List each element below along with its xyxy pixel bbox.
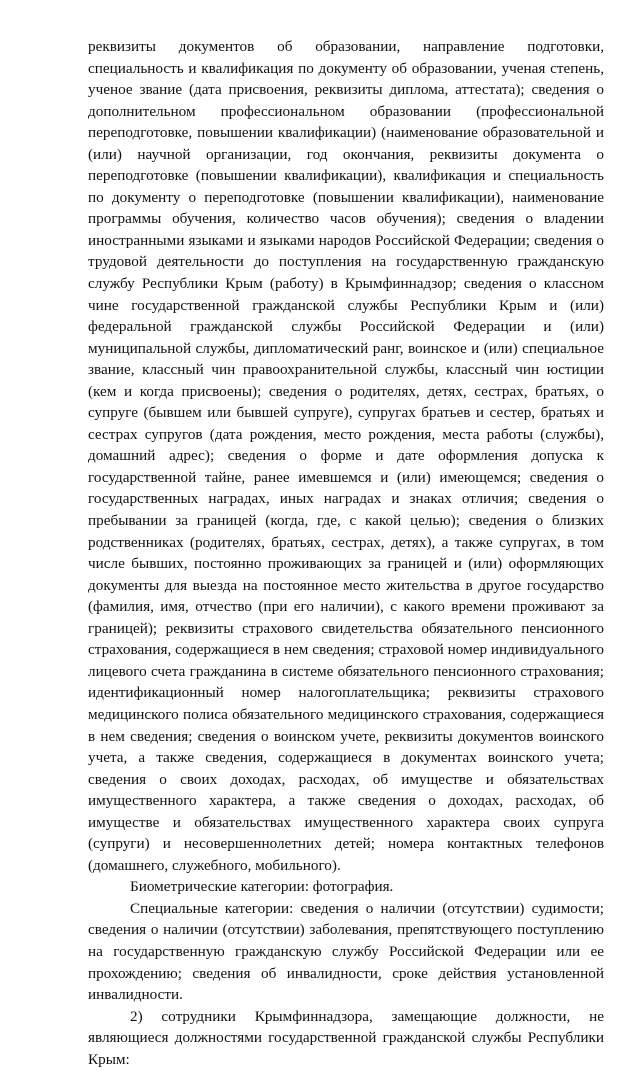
document-page	[88, 36, 604, 1070]
paragraph-item-2-employees: 2) сотрудники Крымфиннадзора, замещающие должности, не являющиеся должностями государственной гражданской службы Республики Крым:	[88, 1007, 604, 1068]
paragraph-personal-data-list: реквизиты документов об образовании, направление подготовки, специальность и квалификация по документу об образовании, ученая степень, ученое звание (дата присвоения, реквизиты диплома, аттестата); сведения о дополнительном профессиональном образовании (профессиональной переподготовке, повышении квалификации) (наименование образовательной и (или) научной организации, год окончания, реквизиты документа о переподготовке (повышении квалификации), квалификация и специальность по документу о переподготовке (повышении квалификации), наименование программы обучения, количество часов обучения); сведения о владении иностранными языками и языками народов Российской Федерации; сведения о трудовой деятельности до поступления на государственную гражданскую службу Республики Крым (работу) в Крымфиннадзор; сведения о классном чине государственной гражданской службы Республики Крым и (или) федеральной гражданской службы Российской Федерации и (или) муниципальной службы, дипломатический ранг, воинское и (или) специальное звание, классный чин правоохранительной службы, классный чин юстиции (кем и когда присвоены); сведения о родителях, детях, сестрах, братьях, о супруге (бывшем или бывшей супруге), супругах братьев и сестер, братьях и сестрах супругов (дата рождения, место рождения, места работы (службы), домашний адрес); сведения о форме и дате оформления допуска к государственной тайне, ранее имевшемся и (или) имеющемся; сведения о государственных наградах, иных наградах и знаках отличия; сведения о пребывании за границей (когда, где, с какой целью); сведения о близких родственниках (родителях, братьях, сестрах, детях), а также супругах, в том числе бывших, постоянно проживающих за границей и (или) оформляющих документы для выезда на постоянное место жительства в другое государство (фамилия, имя, отчество (при его наличии), с какого времени проживают за границей); реквизиты страхового свидетельства обязательного пенсионного страхования, содержащиеся в нем сведения; страховой номер индивидуального лицевого счета гражданина в системе обязательного пенсионного страхования; идентификационный номер налогоплательщика; реквизиты страхового медицинского полиса обязательного медицинского страхования, содержащиеся в нем сведения; сведения о воинском учете, реквизиты документов воинского учета, а также сведения, содержащиеся в документах воинского учета; сведения о своих доходах, расходах, об имуществе и обязательствах имущественного характера, а также сведения о доходах, расходах, об имуществе и обязательствах имущественного характера своих супруга (супруги) и несовершеннолетних детей; номера контактных телефонов (домашнего, служебного, мобильного).	[88, 38, 604, 874]
paragraph-biometric-categories: Биометрические категории: фотография.	[130, 878, 394, 896]
paragraph-special-categories: Специальные категории: сведения о наличии (отсутствии) судимости; сведения о наличии (отсутствии) заболевания, препятствующего поступлению на государственную гражданскую службу Российской Федерации или ее прохождению; сведения об инвалидности, сроке действия установленной инвалидности.	[88, 899, 604, 1004]
